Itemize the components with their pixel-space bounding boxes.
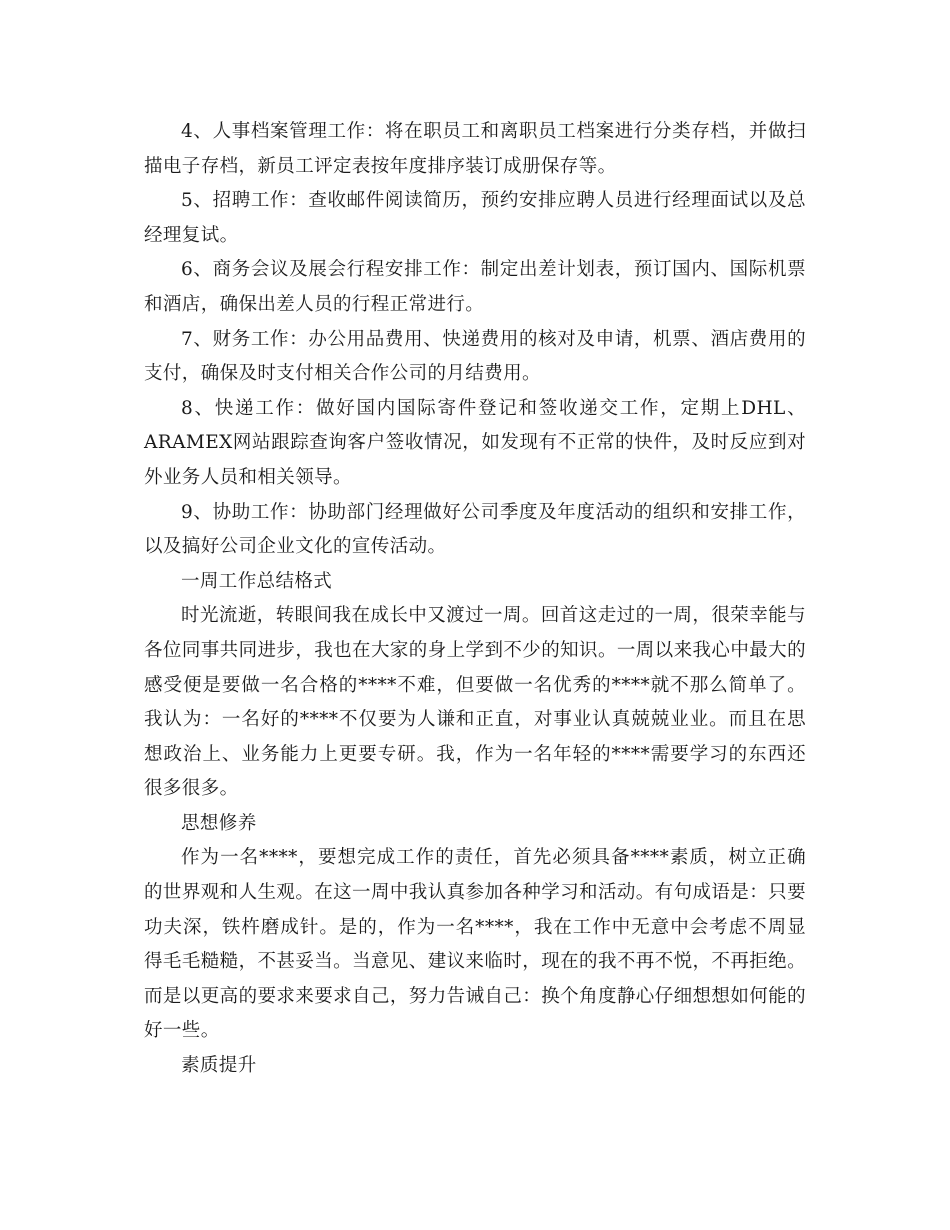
paragraph-item-5-recruitment: 5、招聘工作：查收邮件阅读简历，预约安排应聘人员进行经理面试以及总经理复试。 <box>144 190 806 246</box>
section-heading-weekly-summary: 一周工作总结格式 <box>181 570 333 592</box>
paragraph-weekly-intro: 时光流逝，转眼间我在成长中又渡过一周。回首这走过的一周，很荣幸能与各位同事共同进步，我也在大家的身上学到不少的知识。一周以来我心中最大的感受便是要做一名合格的****不难，但要做一名优秀的****就不那么简单了。我认为：一名好的****不仅要为人谦和正直，对事业认真兢兢业业。而且在思想政治上、业务能力上更要专研。我，作为一名年轻的****需要学习的东西还很多很多。 <box>144 605 806 800</box>
paragraph-item-7-finance: 7、财务工作：办公用品费用、快递费用的核对及申请，机票、酒店费用的支付，确保及时支付相关合作公司的月结费用。 <box>144 328 806 385</box>
paragraph-ideology: 作为一名****，要想完成工作的责任，首先必须具备****素质，树立正确的世界观和人生观。在这一周中我认真参加各种学习和活动。有句成语是：只要功夫深，铁杵磨成针。是的，作为一名****，我在工作中无意中会考虑不周显得毛毛糙糙，不甚妥当。当意见、建议来临时，现在的我不再不悦，不再拒绝。而是以更高的要求来要求自己，努力告诫自己：换个角度静心仔细想想如何能的好一些。 <box>144 847 806 1042</box>
document-body <box>144 115 806 1084</box>
paragraph-item-4-personnel-archives: 4、人事档案管理工作：将在职员工和离职员工档案进行分类存档，并做扫描电子存档，新员工评定表按年度排序装订成册保存等。 <box>144 121 806 177</box>
paragraph-item-8-express: 8、快递工作：做好国内国际寄件登记和签收递交工作，定期上DHL、ARAMEX网站跟踪查询客户签收情况，如发现有不正常的快件，及时反应到对外业务人员和相关领导。 <box>144 397 806 488</box>
paragraph-item-6-business-meetings: 6、商务会议及展会行程安排工作：制定出差计划表，预订国内、国际机票和酒店，确保出差人员的行程正常进行。 <box>144 259 806 315</box>
section-heading-quality-improvement: 素质提升 <box>181 1055 257 1077</box>
section-heading-ideology: 思想修养 <box>181 812 257 834</box>
paragraph-item-9-assistance: 9、协助工作：协助部门经理做好公司季度及年度活动的组织和安排工作，以及搞好公司企业文化的宣传活动。 <box>144 501 806 558</box>
